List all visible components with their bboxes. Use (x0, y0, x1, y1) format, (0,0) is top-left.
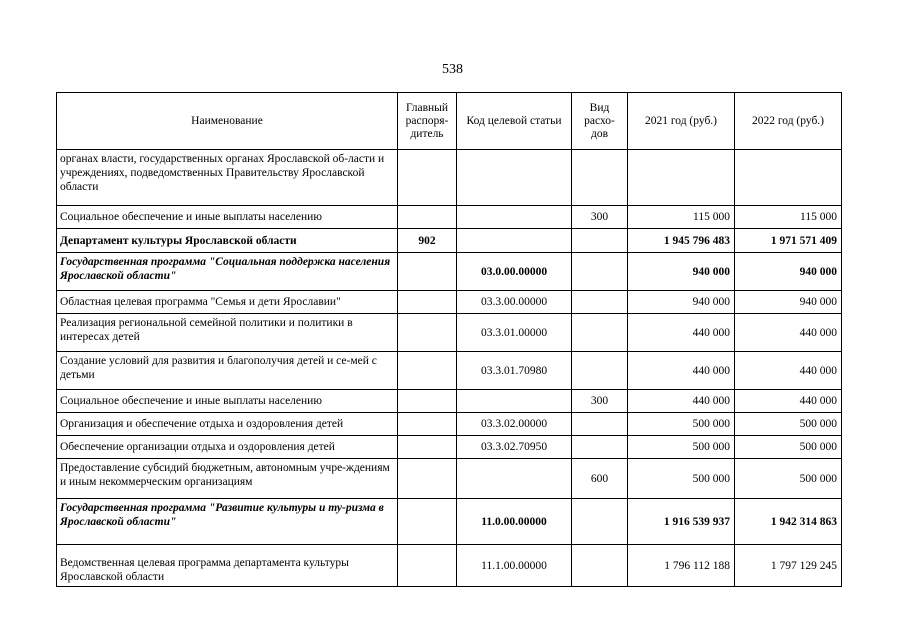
cell-admin (398, 545, 457, 587)
cell-admin (398, 352, 457, 390)
cell-expense (572, 352, 628, 390)
cell-admin (398, 150, 457, 206)
cell-expense: 600 (572, 459, 628, 499)
table-header-row (57, 93, 842, 150)
cell-2021: 1 796 112 188 (628, 545, 735, 587)
cell-2022: 1 942 314 863 (735, 499, 842, 545)
table-row (57, 314, 842, 352)
cell-name: Департамент культуры Ярославской области (57, 229, 398, 253)
cell-name: Социальное обеспечение и иные выплаты населению (57, 206, 398, 229)
cell-code: 03.3.00.00000 (457, 291, 572, 314)
header-2021: 2021 год (руб.) (628, 93, 735, 150)
cell-2021: 440 000 (628, 390, 735, 413)
table-row (57, 352, 842, 390)
cell-2022: 1 797 129 245 (735, 545, 842, 587)
cell-admin (398, 413, 457, 436)
table-row (57, 390, 842, 413)
cell-admin (398, 499, 457, 545)
cell-expense (572, 253, 628, 291)
cell-2021: 1 916 539 937 (628, 499, 735, 545)
cell-name: Реализация региональной семейной политики и политики в интересах детей (57, 314, 398, 352)
cell-2022: 500 000 (735, 413, 842, 436)
cell-code: 03.3.01.00000 (457, 314, 572, 352)
cell-expense (572, 413, 628, 436)
cell-code (457, 459, 572, 499)
cell-2021: 1 945 796 483 (628, 229, 735, 253)
cell-code (457, 150, 572, 206)
cell-code: 03.3.01.70980 (457, 352, 572, 390)
cell-name: органах власти, государственных органах Ярославской об-ласти и учреждениях, подведомственных Правительству Ярославской области (57, 150, 398, 206)
cell-2021: 500 000 (628, 413, 735, 436)
table-row (57, 229, 842, 253)
cell-expense: 300 (572, 390, 628, 413)
table-row (57, 206, 842, 229)
cell-name: Государственная программа "Развитие культуры и ту-ризма в Ярославской области" (57, 499, 398, 545)
cell-2022: 440 000 (735, 390, 842, 413)
page-number: 538 (442, 62, 463, 77)
cell-2021: 500 000 (628, 436, 735, 459)
cell-2021: 440 000 (628, 352, 735, 390)
table-row (57, 459, 842, 499)
cell-2021: 440 000 (628, 314, 735, 352)
cell-name: Государственная программа "Социальная поддержка населения Ярославской области" (57, 253, 398, 291)
table-row (57, 436, 842, 459)
cell-name: Организация и обеспечение отдыха и оздоровления детей (57, 413, 398, 436)
cell-name: Социальное обеспечение и иные выплаты населению (57, 390, 398, 413)
cell-name: Ведомственная целевая программа департамента культуры Ярославской области (57, 545, 398, 587)
cell-code: 03.0.00.00000 (457, 253, 572, 291)
cell-2021: 115 000 (628, 206, 735, 229)
cell-expense (572, 436, 628, 459)
cell-expense (572, 314, 628, 352)
cell-admin (398, 459, 457, 499)
cell-expense (572, 499, 628, 545)
cell-2021: 940 000 (628, 253, 735, 291)
cell-2021 (628, 150, 735, 206)
cell-code: 11.0.00.00000 (457, 499, 572, 545)
cell-2022: 440 000 (735, 352, 842, 390)
table-row (57, 413, 842, 436)
header-expense-type: Вид расхо-дов (572, 93, 628, 150)
cell-code: 11.1.00.00000 (457, 545, 572, 587)
cell-2022 (735, 150, 842, 206)
table-row (57, 499, 842, 545)
cell-expense (572, 150, 628, 206)
cell-admin (398, 436, 457, 459)
cell-name: Областная целевая программа "Семья и дети Ярославии" (57, 291, 398, 314)
cell-name: Предоставление субсидий бюджетным, автономным учре-ждениям и иным некоммерческим организациям (57, 459, 398, 499)
cell-expense (572, 291, 628, 314)
table-row (57, 545, 842, 587)
table-row (57, 253, 842, 291)
cell-2022: 500 000 (735, 459, 842, 499)
cell-2022: 940 000 (735, 291, 842, 314)
cell-admin (398, 253, 457, 291)
cell-admin: 902 (398, 229, 457, 253)
cell-2022: 500 000 (735, 436, 842, 459)
cell-admin (398, 291, 457, 314)
cell-2021: 500 000 (628, 459, 735, 499)
cell-code (457, 206, 572, 229)
cell-2022: 1 971 571 409 (735, 229, 842, 253)
cell-admin (398, 206, 457, 229)
cell-code: 03.3.02.70950 (457, 436, 572, 459)
cell-name: Обеспечение организации отдыха и оздоровления детей (57, 436, 398, 459)
cell-2022: 115 000 (735, 206, 842, 229)
cell-name: Создание условий для развития и благополучия детей и се-мей с детьми (57, 352, 398, 390)
cell-code: 03.3.02.00000 (457, 413, 572, 436)
cell-expense (572, 545, 628, 587)
cell-2021: 940 000 (628, 291, 735, 314)
cell-2022: 940 000 (735, 253, 842, 291)
table-row (57, 150, 842, 206)
cell-admin (398, 390, 457, 413)
budget-table (56, 92, 842, 587)
cell-2022: 440 000 (735, 314, 842, 352)
header-code: Код целевой статьи (457, 93, 572, 150)
cell-expense: 300 (572, 206, 628, 229)
cell-code (457, 390, 572, 413)
header-name: Наименование (57, 93, 398, 150)
header-2022: 2022 год (руб.) (735, 93, 842, 150)
header-admin: Главный распоря-дитель (398, 93, 457, 150)
cell-code (457, 229, 572, 253)
table-row (57, 291, 842, 314)
cell-expense (572, 229, 628, 253)
cell-admin (398, 314, 457, 352)
